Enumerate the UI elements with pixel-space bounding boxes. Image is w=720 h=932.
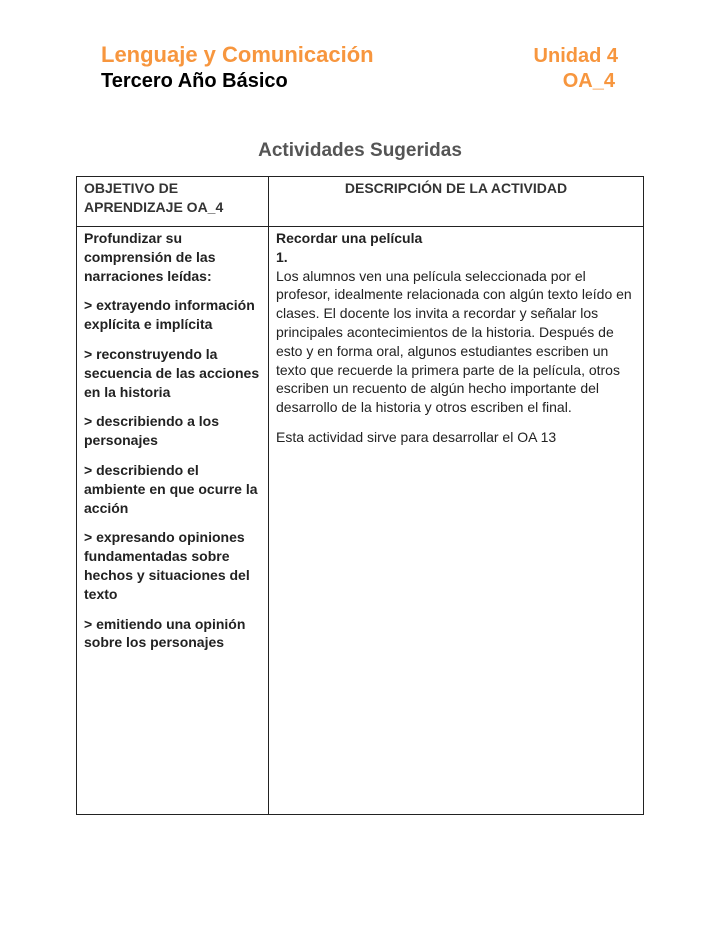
activity-note: Esta actividad sirve para desarrollar el OA 13 <box>276 428 557 445</box>
activity-description: Los alumnos ven una película seleccionada por el profesor, idealmente relacionada con algún texto leído en clases. El docente los invita a recordar y señalar los principales acontecimientos de la historia. Después de esto y en forma oral, algunos estudiantes escriben un texto que recuerde la primera parte de la película, otros escriben un recuento de algún hecho importante del desarrollo de la historia y otros escriben el final. <box>276 267 632 416</box>
table-header-row <box>77 177 644 227</box>
objective-item: > describiendo el ambiente en que ocurre la acción <box>84 461 258 516</box>
page-title: Actividades Sugeridas <box>258 140 462 161</box>
objective-item: > describiendo a los personajes <box>84 413 219 449</box>
activity-title: Recordar una película <box>276 230 423 246</box>
objective-header: OBJETIVO DE APRENDIZAJE OA_4 <box>77 177 269 227</box>
subject-title: Lenguaje y Comunicación <box>101 42 374 67</box>
description-header: DESCRIPCIÓN DE LA ACTIVIDAD <box>269 177 644 227</box>
objective-item: > emitiendo una opinión sobre los personajes <box>84 615 246 651</box>
objective-item: Profundizar su comprensión de las narraciones leídas: <box>84 230 216 284</box>
objective-item: > extrayendo información explícita e implícita <box>84 297 255 333</box>
objective-item: > expresando opiniones fundamentadas sobre hechos y situaciones del texto <box>84 529 250 602</box>
activity-number: 1. <box>276 248 288 265</box>
oa-label: OA_4 <box>562 70 615 92</box>
activities-table <box>76 176 644 815</box>
objectives-cell <box>77 227 269 815</box>
unit-label: Unidad 4 <box>533 45 618 67</box>
grade-subtitle: Tercero Año Básico <box>101 70 288 92</box>
objective-item: > reconstruyendo la secuencia de las acciones en la historia <box>84 345 260 400</box>
table-row <box>77 227 644 815</box>
description-cell <box>269 227 644 815</box>
